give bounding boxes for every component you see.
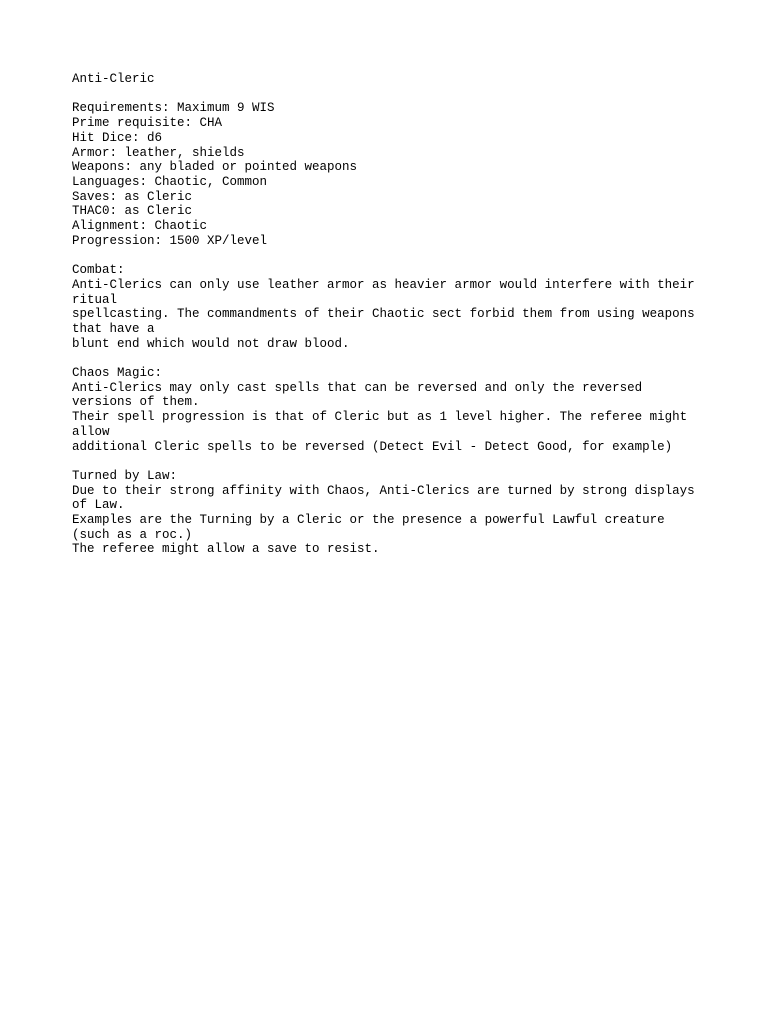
document-title: Anti-Cleric bbox=[72, 72, 155, 86]
chaos-magic-line: Anti-Clerics may only cast spells that can be reversed and only the reversed bbox=[72, 380, 643, 395]
turned-by-law-line: The referee might allow a save to resist. bbox=[72, 542, 380, 557]
section-heading-chaos-magic: Chaos Magic: bbox=[72, 366, 163, 381]
chaos-magic-section bbox=[72, 366, 712, 454]
section-heading-turned-by-law: Turned by Law: bbox=[72, 468, 178, 483]
combat-line: blunt end which would not draw blood. bbox=[72, 336, 350, 351]
stat-languages: Languages: Chaotic, Common bbox=[72, 174, 268, 189]
section-heading-combat: Combat: bbox=[72, 263, 125, 278]
chaos-magic-line: allow bbox=[72, 424, 110, 439]
turned-by-law-line: of Law. bbox=[72, 498, 125, 513]
turned-by-law-line: Examples are the Turning by a Cleric or the presence a powerful Lawful creature bbox=[72, 513, 665, 528]
blank-line bbox=[72, 87, 712, 102]
blank-line bbox=[72, 454, 712, 469]
turned-by-law-line: Due to their strong affinity with Chaos, Anti-Clerics are turned by strong displays bbox=[72, 483, 695, 498]
stats-block bbox=[72, 101, 712, 248]
combat-line: that have a bbox=[72, 321, 155, 336]
blank-line bbox=[72, 248, 712, 263]
stat-alignment: Alignment: Chaotic bbox=[72, 219, 208, 234]
stat-prime-requisite: Prime requisite: CHA bbox=[72, 116, 223, 131]
combat-section bbox=[72, 263, 712, 351]
stat-progression: Progression: 1500 XP/level bbox=[72, 233, 268, 248]
chaos-magic-line: versions of them. bbox=[72, 395, 200, 410]
stat-hit-dice: Hit Dice: d6 bbox=[72, 130, 163, 145]
chaos-magic-line: Their spell progression is that of Cleric but as 1 level higher. The referee might bbox=[72, 410, 688, 425]
stat-thac0: THAC0: as Cleric bbox=[72, 204, 193, 219]
chaos-magic-line: additional Cleric spells to be reversed (Detect Evil - Detect Good, for example) bbox=[72, 439, 673, 454]
combat-line: spellcasting. The commandments of their Chaotic sect forbid them from using weapons bbox=[72, 307, 695, 322]
stat-weapons: Weapons: any bladed or pointed weapons bbox=[72, 160, 358, 175]
stat-saves: Saves: as Cleric bbox=[72, 189, 193, 204]
combat-line: Anti-Clerics can only use leather armor as heavier armor would interfere with their bbox=[72, 277, 695, 292]
combat-line: ritual bbox=[72, 292, 118, 307]
document-page bbox=[72, 72, 712, 557]
turned-by-law-section bbox=[72, 469, 712, 557]
stat-requirements: Requirements: Maximum 9 WIS bbox=[72, 101, 275, 116]
stat-armor: Armor: leather, shields bbox=[72, 145, 245, 160]
blank-line bbox=[72, 351, 712, 366]
turned-by-law-line: (such as a roc.) bbox=[72, 527, 193, 542]
